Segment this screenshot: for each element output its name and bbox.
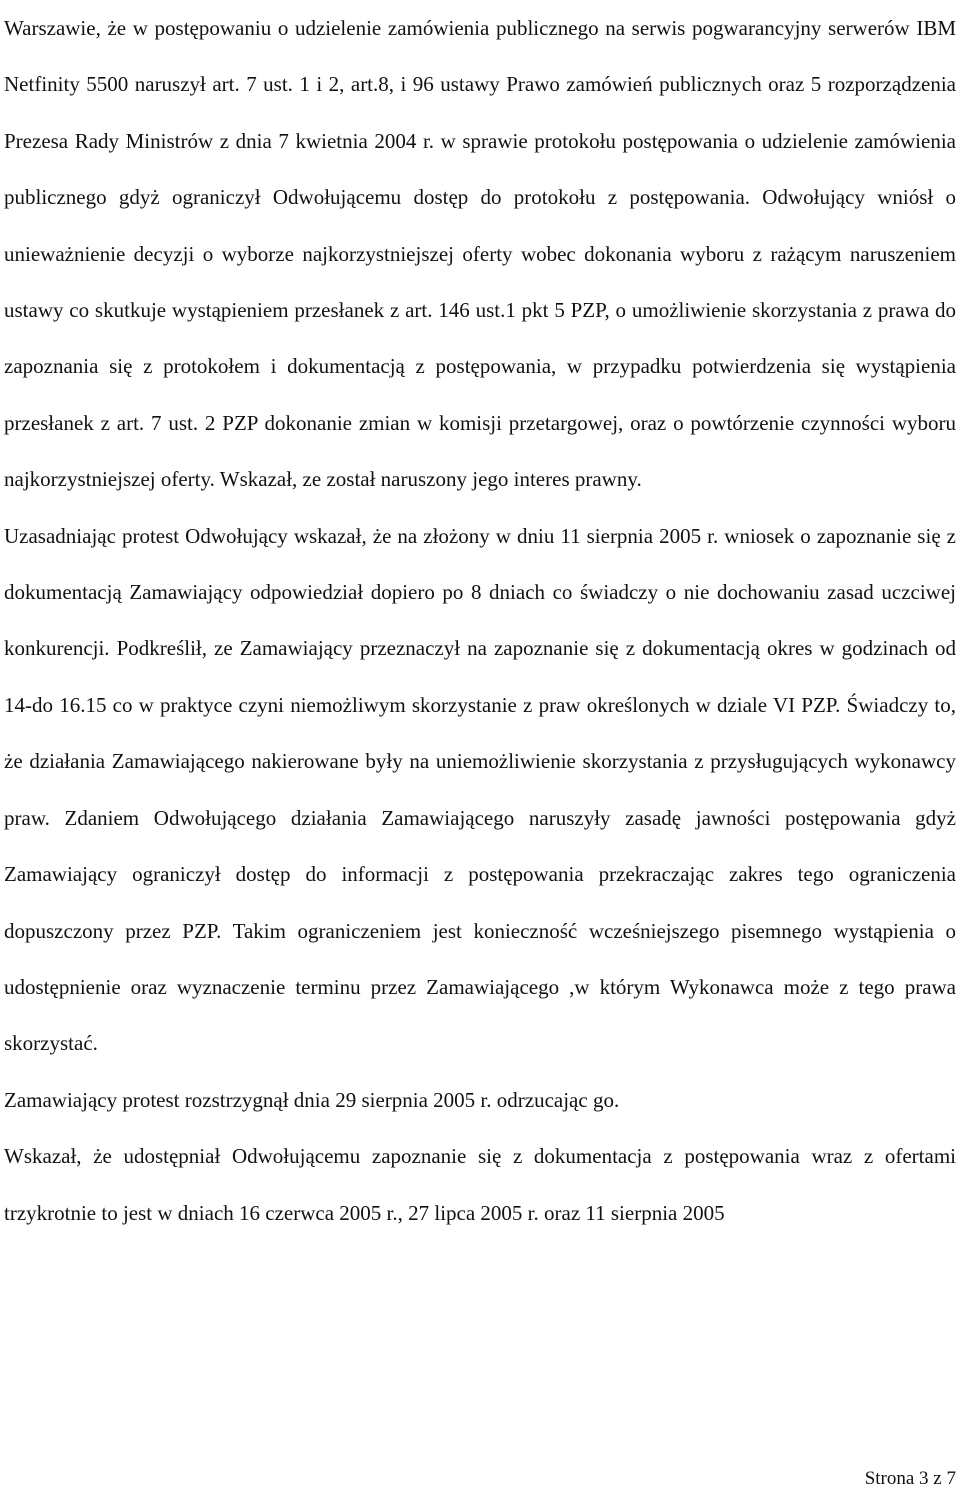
paragraph-4: Wskazał, że udostępniał Odwołującemu zapoznanie się z dokumentacja z postępowania wraz z ofertami trzykrotnie to jest w dniach 16 czerwca 2005 r., 27 lipca 2005 r. oraz 11 sierpnia 2005 <box>4 1144 956 1225</box>
paragraph-3: Zamawiający protest rozstrzygnął dnia 29 sierpnia 2005 r. odrzucając go. <box>4 1087 620 1112</box>
page-number-footer: Strona 3 z 7 <box>864 1468 956 1489</box>
paragraph-2: Uzasadniając protest Odwołujący wskazał, że na złożony w dniu 11 sierpnia 2005 r. wniosek o zapoznanie się z dokumentacją Zamawiający odpowiedział dopiero po 8 dniach co świadczy o nie dochowaniu zasad uczciwej konkurencji. Podkreślił, ze Zamawiający przeznaczył na zapoznanie się z dokumentacją okres w godzinach od 14-do 16.15 co w praktyce czyni niemożliwym skorzystanie z praw określonych w dziale VI PZP. Świadczy to, że działania Zamawiającego nakierowane były na uniemożliwienie skorzystania z przysługujących wykonawcy praw. Zdaniem Odwołującego działania Zamawiającego naruszyły zasadę jawności postępowania gdyż Zamawiający ograniczył dostęp do informacji z postępowania przekraczając zakres tego ograniczenia dopuszczony przez PZP. Takim ograniczeniem jest konieczność wcześniejszego pisemnego wystąpienia o udostępnienie oraz wyznaczenie terminu przez Zamawiającego ,w którym Wykonawca może z tego prawa skorzystać. <box>4 523 956 1056</box>
document-page <box>4 0 956 1241</box>
paragraph-1: Warszawie, że w postępowaniu o udzielenie zamówienia publicznego na serwis pogwarancyjny serwerów IBM Netfinity 5500 naruszył art. 7 ust. 1 i 2, art.8, i 96 ustawy Prawo zamówień publicznych oraz 5 rozporządzenia Prezesa Rady Ministrów z dnia 7 kwietnia 2004 r. w sprawie protokołu postępowania o udzielenie zamówienia publicznego gdyż ograniczył Odwołującemu dostęp do protokołu z postępowania. Odwołujący wniósł o unieważnienie decyzji o wyborze najkorzystniejszej oferty wobec dokonania wyboru z rażącym naruszeniem ustawy co skutkuje wystąpieniem przesłanek z art. 146 ust.1 pkt 5 PZP, o umożliwienie skorzystania z prawa do zapoznania się z protokołem i dokumentacją z postępowania, w przypadku potwierdzenia się wystąpienia przesłanek z art. 7 ust. 2 PZP dokonanie zmian w komisji przetargowej, oraz o powtórzenie czynności wyboru najkorzystniejszej oferty. Wskazał, ze został naruszony jego interes prawny. <box>4 16 956 492</box>
